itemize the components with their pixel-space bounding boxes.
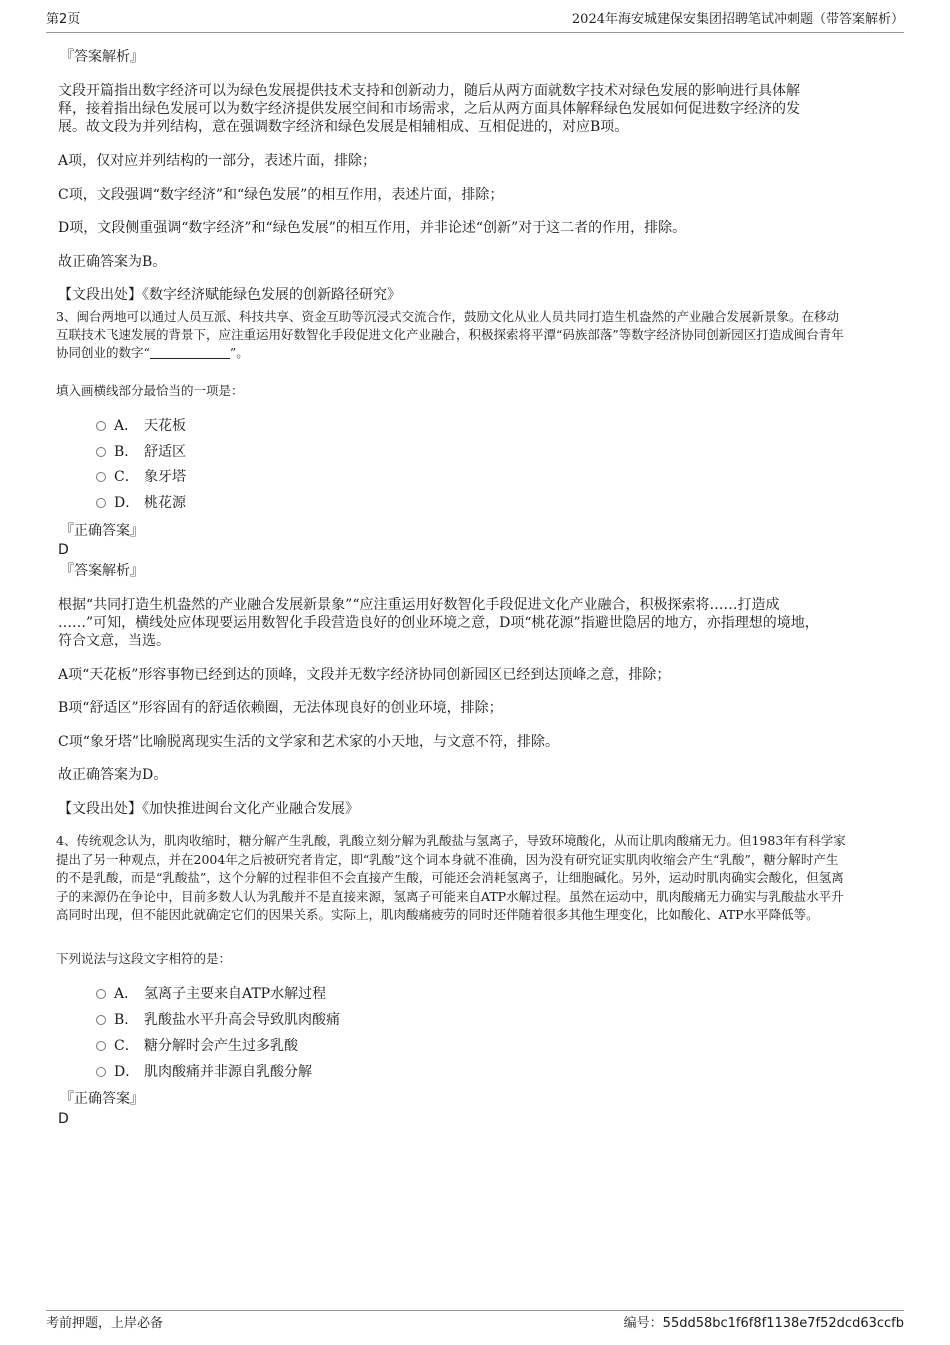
radio-icon[interactable] xyxy=(96,498,106,508)
q3-option-a[interactable]: A． 天花板 xyxy=(96,417,186,435)
q3-passage-source: 【文段出处】《加快推进闽台文化产业融合发展》 xyxy=(58,801,359,817)
option-a-explanation: A项，仅对应并列结构的一部分，表述片面，排除； xyxy=(58,153,377,169)
q4-answer-heading: 『正确答案』 xyxy=(60,1091,144,1107)
page-footer xyxy=(46,1310,904,1335)
document-title: 2024年海安城建保安集团招聘笔试冲刺题（带答案解析） xyxy=(571,12,904,27)
option-d-explanation: D项，文段侧重强调“数字经济”和“绿色发展”的相互作用，并非论述“创新”对于这二者的作用，排除。 xyxy=(58,220,687,236)
footer-slogan: 考前押题，上岸必备 xyxy=(46,1316,164,1331)
q3-option-d[interactable]: D． 桃花源 xyxy=(96,494,186,512)
question-3-stem: 3、闽台两地可以通过人员互派、科技共享、资金互助等沉浸式交流合作，鼓励文化从业人员共同打造生机盎然的产业融合发展新景象。在移动 互联技术飞速发展的背景下，应注重运用好数智化手段促进文化产业融合，积极探索将平潭“码族部落”等数字经济协同创新园区打造成闽台青年 协同创业的数字“ ”。 xyxy=(56,309,844,360)
page-number: 第2页 xyxy=(46,12,81,27)
passage-source: 【文段出处】《数字经济赋能绿色发展的创新路径研究》 xyxy=(58,287,401,303)
question-4-stem-text: 4、传统观念认为，肌肉收缩时，糖分解产生乳酸，乳酸立刻分解为乳酸盐与氢离子，导致环境酸化，从而让肌肉酸痛无力。但1983年有科学家 提出了另一种观点，并在2004年之后被研究者肯定，即“乳酸”这个词本身就不准确，因为没有研究证实肌肉收缩会产生“乳酸”，糖分解时产生 的不是乳酸，而是“乳酸盐”，这个分解的过程非但不会直接产生酸，可能还会消耗氢离子，让细胞碱化。另外，运动时肌肉确实会酸化，但氢离 子的来源仍在争论中，目前多数人认为乳酸并不是直接来源，氢离子可能来自ATP水解过程。虽然在运动中，肌肉酸痛无力确实与乳酸盐水平升 高同时出现，但不能因此就确定它们的因果关系。实际上，肌肉酸痛疲劳的同时还伴随着很多其他生理变化，比如酸化、ATP水平降低等。 xyxy=(56,833,846,922)
radio-icon[interactable] xyxy=(96,472,106,482)
q3-conclusion: 故正确答案为D。 xyxy=(58,767,168,783)
q4-option-d[interactable]: D． 肌肉酸痛并非源自乳酸分解 xyxy=(96,1063,312,1081)
radio-icon[interactable] xyxy=(96,1067,106,1077)
q3-option-b-explanation: B项“舒适区”形容固有的舒适依赖圈，无法体现良好的创业环境，排除； xyxy=(58,700,503,716)
radio-icon[interactable] xyxy=(96,1015,106,1025)
q3-answer: D xyxy=(58,542,69,558)
q3-option-a-explanation: A项“天花板”形容事物已经到达的顶峰，文段并无数字经济协同创新园区已经到达顶峰之意，排除； xyxy=(58,667,671,683)
q4-option-a[interactable]: A． 氢离子主要来自ATP水解过程 xyxy=(96,985,326,1003)
q3-option-c-explanation: C项“象牙塔”比喻脱离现实生活的文学家和艺术家的小天地，与文意不符，排除。 xyxy=(58,734,560,750)
q3-option-c[interactable]: C． 象牙塔 xyxy=(96,468,186,486)
radio-icon[interactable] xyxy=(96,447,106,457)
analysis-heading: 『答案解析』 xyxy=(60,49,144,65)
question-4-prompt: 下列说法与这段文字相符的是： xyxy=(56,951,232,966)
q4-option-b[interactable]: B． 乳酸盐水平升高会导致肌肉酸痛 xyxy=(96,1011,340,1029)
option-c-explanation: C项，文段强调“数字经济”和“绿色发展”的相互作用，表述片面，排除； xyxy=(58,187,504,203)
q3-option-b[interactable]: B． 舒适区 xyxy=(96,443,186,461)
q4-answer: D xyxy=(58,1111,69,1127)
radio-icon[interactable] xyxy=(96,989,106,999)
analysis-paragraph: 文段开篇指出数字经济可以为绿色发展提供技术支持和创新动力，随后从两方面就数字技术对绿色发展的影响进行具体解 释，接着指出绿色发展可以为数字经济提供发展空间和市场需求，之后从两方面具体解释绿色发展如何促进数字经济的发 展。故文段为并列结构，意在强调数字经济和绿色发展是相辅相成、互相促进的，对应B项。 xyxy=(58,83,800,135)
q4-option-c[interactable]: C． 糖分解时会产生过多乳酸 xyxy=(96,1037,298,1055)
conclusion: 故正确答案为B。 xyxy=(58,254,167,270)
radio-icon[interactable] xyxy=(96,1041,106,1051)
q3-answer-heading: 『正确答案』 xyxy=(60,523,144,539)
page-header xyxy=(46,10,904,33)
document-code: 编号：55dd58bc1f6f8f1138e7f52dcd63ccfb xyxy=(623,1316,904,1331)
fill-blank xyxy=(150,346,230,359)
q3-analysis-heading: 『答案解析』 xyxy=(60,563,144,579)
q3-analysis-paragraph: 根据“共同打造生机盎然的产业融合发展新景象”“应注重运用好数智化手段促进文化产业融合，积极探索将……打造成 ……”可知，横线处应体现要运用数智化手段营造良好的创业环境之意，D项“桃花源”指避世隐居的地方，亦指理想的境地， 符合文意，当选。 xyxy=(58,597,819,649)
radio-icon[interactable] xyxy=(96,421,106,431)
question-3-prompt: 填入画横线部分最恰当的一项是： xyxy=(56,383,244,398)
